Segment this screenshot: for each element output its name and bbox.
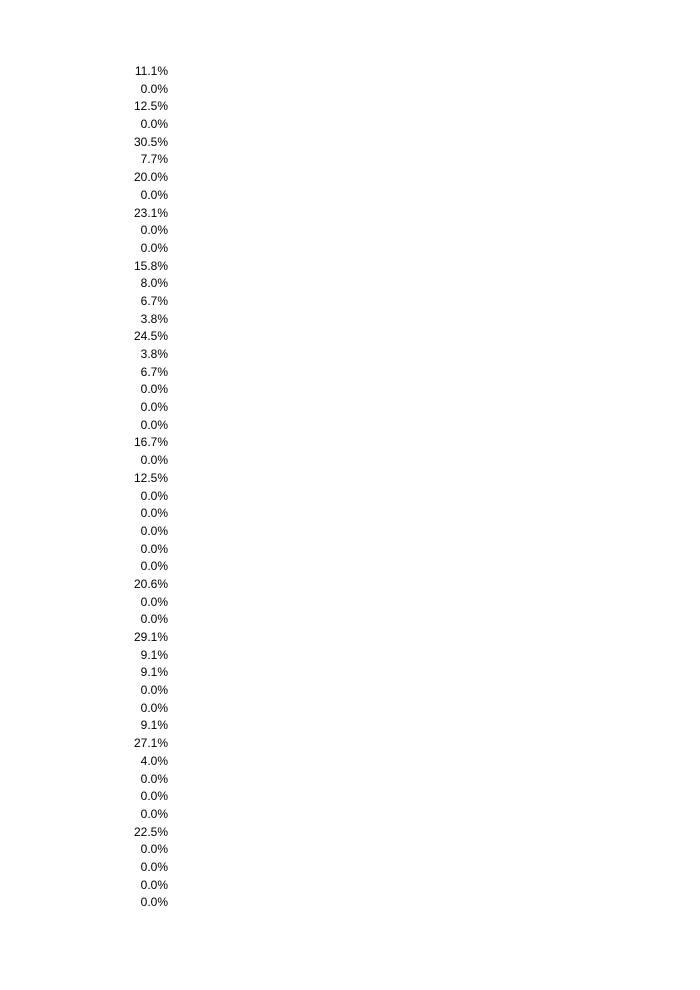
- percentage-cell: 0.0%: [140, 400, 168, 415]
- percentage-cell: 9.1%: [140, 718, 168, 733]
- percentage-cell: 0.0%: [140, 612, 168, 627]
- percentage-cell: 30.5%: [133, 134, 168, 149]
- percentage-cell: 0.0%: [140, 789, 168, 804]
- percentage-cell: 0.0%: [140, 417, 168, 432]
- percentage-cell: 20.0%: [133, 170, 168, 185]
- percentage-cell: 7.7%: [140, 152, 168, 167]
- percentage-cell: 0.0%: [140, 187, 168, 202]
- percentage-cell: 0.0%: [140, 806, 168, 821]
- percentage-cell: 0.0%: [140, 842, 168, 857]
- percentage-cell: 6.7%: [140, 293, 168, 308]
- percentage-cell: 11.1%: [134, 64, 168, 78]
- percentage-cell: 0.0%: [140, 594, 168, 609]
- percentage-cell: 20.6%: [133, 576, 168, 591]
- percentage-cell: 0.0%: [140, 771, 168, 786]
- percentage-cell: 27.1%: [133, 736, 168, 751]
- percentage-column: [100, 63, 168, 912]
- percentage-cell: 12.5%: [133, 470, 168, 485]
- percentage-cell: 0.0%: [140, 488, 168, 503]
- percentage-cell: 0.0%: [140, 859, 168, 874]
- percentage-cell: 0.0%: [140, 700, 168, 715]
- percentage-cell: 0.0%: [140, 223, 168, 238]
- percentage-cell: 3.8%: [140, 311, 168, 326]
- percentage-cell: 4.0%: [140, 753, 168, 768]
- percentage-cell: 6.7%: [140, 364, 168, 379]
- percentage-cell: 8.0%: [140, 276, 168, 291]
- percentage-cell: 9.1%: [140, 647, 168, 662]
- percentage-cell: 0.0%: [140, 382, 168, 397]
- percentage-cell: 0.0%: [140, 683, 168, 698]
- percentage-cell: 9.1%: [140, 665, 168, 680]
- percentage-cell: 0.0%: [140, 453, 168, 468]
- percentage-cell: 0.0%: [140, 117, 168, 132]
- percentage-cell: 0.0%: [140, 506, 168, 521]
- percentage-cell: 0.0%: [140, 559, 168, 574]
- percentage-cell: 12.5%: [133, 99, 168, 114]
- percentage-cell: 0.0%: [140, 541, 168, 556]
- percentage-cell: 16.7%: [133, 435, 168, 450]
- percentage-cell: 3.8%: [140, 347, 168, 361]
- percentage-cell: 0.0%: [140, 523, 168, 538]
- percentage-cell: 15.8%: [133, 258, 168, 273]
- percentage-cell: 0.0%: [140, 895, 168, 910]
- percentage-cell: 29.1%: [133, 630, 168, 644]
- percentage-cell: 24.5%: [133, 329, 168, 344]
- percentage-cell: 0.0%: [140, 240, 168, 255]
- percentage-cell: 22.5%: [133, 824, 168, 839]
- percentage-cell: 0.0%: [140, 877, 168, 892]
- percentage-cell: 0.0%: [140, 81, 168, 96]
- percentage-cell: 23.1%: [133, 205, 168, 220]
